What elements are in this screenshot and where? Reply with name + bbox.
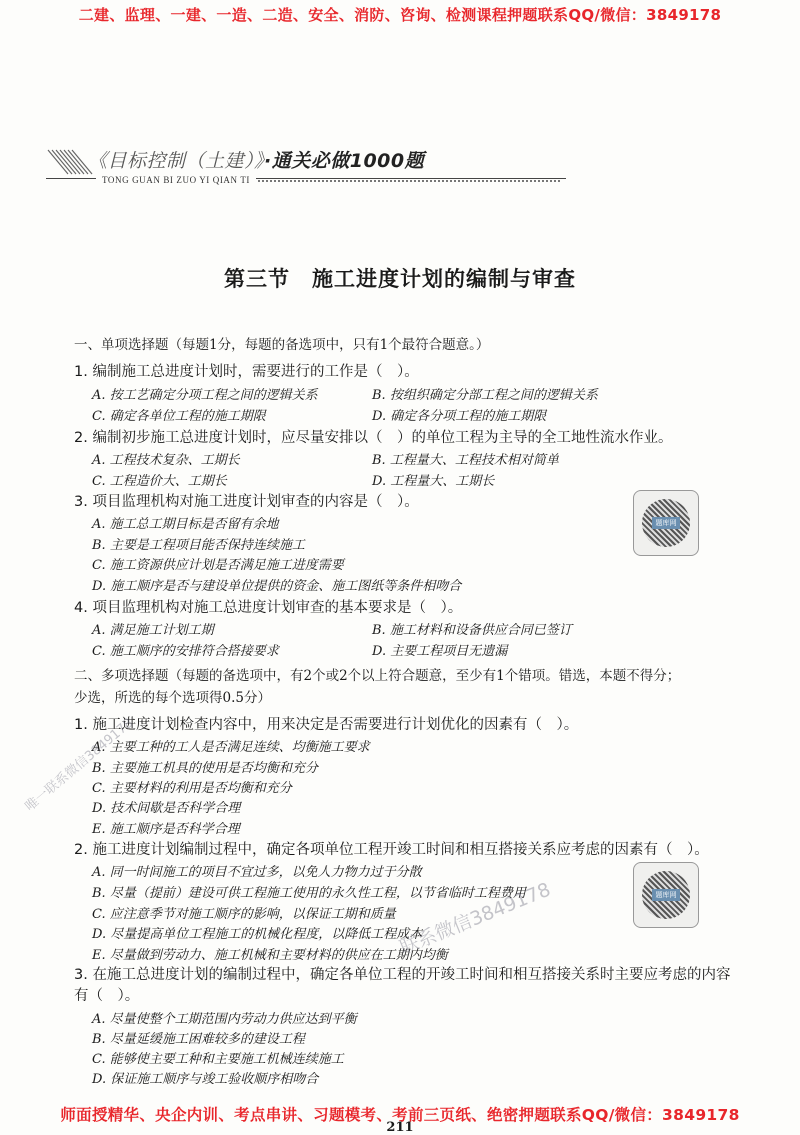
s2-q3-stem-line1: 3. 在施工总进度计划的编制过程中，确定各单位工程的开竣工时间和相互搭接关系时主要应考虑的内容 — [74, 967, 731, 983]
s2-q3-option-b: B. 尽量延缓施工困难较多的建设工程 — [92, 1032, 305, 1047]
s1-q1-option-b: B. 按组织确定分部工程之间的逻辑关系 — [372, 388, 598, 403]
s2-q2-option-c: C. 应注意季节对施工顺序的影响，以保证工期和质量 — [92, 907, 396, 922]
header-pinyin: TONG GUAN BI ZUO YI QIAN TI — [96, 175, 256, 185]
book-subtitle: ·通关必做1000题 — [264, 150, 425, 172]
page-number: 211 — [386, 1120, 414, 1135]
s1-q3-option-a: A. 施工总工期目标是否留有余地 — [92, 517, 279, 532]
section-title: 第三节 施工进度计划的编制与审查 — [224, 267, 576, 291]
s1-q4-stem: 4. 项目监理机构对施工总进度计划审查的基本要求是（ ）。 — [74, 600, 463, 616]
book-header-title — [88, 146, 424, 173]
top-contact-banner: 二建、监理、一建、一造、二造、安全、消防、咨询、检测课程押题联系QQ/微信：3849178 — [78, 6, 722, 24]
s2-q1-option-c: C. 主要材料的利用是否均衡和充分 — [92, 781, 292, 796]
s1-q2-option-c: C. 工程造价大、工期长 — [92, 474, 227, 489]
s1-q4-option-b: B. 施工材料和设备供应合同已签订 — [372, 623, 572, 638]
s2-q2-option-e: E. 尽量做到劳动力、施工机械和主要材料的供应在工期内均衡 — [92, 948, 448, 963]
section1-heading: 一、单项选择题（每题1分，每题的备选项中，只有1个最符合题意。） — [74, 337, 490, 353]
s1-q2-stem: 2. 编制初步施工总进度计划时，应尽量安排以（ ）的单位工程为主导的全工地性流水作业。 — [74, 430, 673, 446]
s2-q2-option-b: B. 尽量（提前）建设可供工程施工使用的永久性工程，以节省临时工程费用 — [92, 886, 526, 901]
section2-heading-line2: 少选，所选的每个选项得0.5分） — [74, 690, 271, 706]
s1-q3-option-d: D. 施工顺序是否与建设单位提供的资金、施工图纸等条件相吻合 — [92, 579, 462, 594]
book-title: 《目标控制（土建）》 — [88, 150, 265, 172]
qr-code-image-2 — [633, 862, 699, 928]
s1-q4-option-a: A. 满足施工计划工期 — [92, 623, 214, 638]
qr-code-image-1 — [633, 490, 699, 556]
s2-q2-option-d: D. 尽量提高单位工程施工的机械化程度，以降低工程成本 — [92, 927, 423, 942]
s1-q1-stem: 1. 编制施工总进度计划时，需要进行的工作是（ ）。 — [74, 364, 419, 380]
watermark-center: 联系微信3849178 — [396, 878, 554, 960]
s1-q4-option-c: C. 施工顺序的安排符合搭接要求 — [92, 644, 279, 659]
s1-q2-option-a: A. 工程技术复杂、工期长 — [92, 453, 240, 468]
s2-q3-stem-line2: 有（ ）。 — [74, 988, 140, 1004]
s2-q3-option-d: D. 保证施工顺序与竣工验收顺序相吻合 — [92, 1072, 319, 1087]
s2-q1-option-d: D. 技术间歇是否科学合理 — [92, 801, 241, 816]
s1-q1-option-c: C. 确定各单位工程的施工期限 — [92, 409, 266, 424]
watermark-left: 唯一联系微信3849178 — [22, 715, 137, 815]
s2-q2-option-a: A. 同一时间施工的项目不宜过多，以免人力物力过于分散 — [92, 865, 422, 880]
s2-q1-option-b: B. 主要施工机具的使用是否均衡和充分 — [92, 761, 318, 776]
s2-q1-option-a: A. 主要工种的工人是否满足连续、均衡施工要求 — [92, 740, 370, 755]
qr-label: 题库网 — [652, 517, 680, 529]
s2-q1-option-e: E. 施工顺序是否科学合理 — [92, 822, 240, 837]
s2-q1-stem: 1. 施工进度计划检查内容中，用来决定是否需要进行计划优化的因素有（ ）。 — [74, 717, 579, 733]
s1-q3-option-c: C. 施工资源供应计划是否满足施工进度需要 — [92, 558, 344, 573]
s1-q3-stem: 3. 项目监理机构对施工进度计划审查的内容是（ ）。 — [74, 494, 419, 510]
header-dotted-rule — [250, 180, 560, 182]
s2-q2-stem: 2. 施工进度计划编制过程中，确定各项单位工程开竣工时间和相互搭接关系应考虑的因素有（ ）。 — [74, 842, 709, 858]
qr-label: 题库网 — [652, 889, 680, 901]
s1-q1-option-a: A. 按工艺确定分项工程之间的逻辑关系 — [92, 388, 318, 403]
s1-q2-option-b: B. 工程量大、工程技术相对简单 — [372, 453, 559, 468]
bottom-contact-banner: 师面授精华、央企内训、考点串讲、习题模考、考前三页纸、绝密押题联系QQ/微信：3849178 — [60, 1106, 740, 1124]
s1-q4-option-d: D. 主要工程项目无遗漏 — [372, 644, 508, 659]
s1-q2-option-d: D. 工程量大、工期长 — [372, 474, 495, 489]
s1-q3-option-b: B. 主要是工程项目能否保持连续施工 — [92, 538, 305, 553]
s2-q3-option-c: C. 能够使主要工种和主要施工机械连续施工 — [92, 1052, 344, 1067]
s1-q1-option-d: D. 确定各分项工程的施工期限 — [372, 409, 547, 424]
section2-heading-line1: 二、多项选择题（每题的备选项中，有2个或2个以上符合题意，至少有1个错项。错选，本题不得分； — [74, 668, 681, 684]
s2-q3-option-a: A. 尽量使整个工期范围内劳动力供应达到平衡 — [92, 1012, 357, 1027]
